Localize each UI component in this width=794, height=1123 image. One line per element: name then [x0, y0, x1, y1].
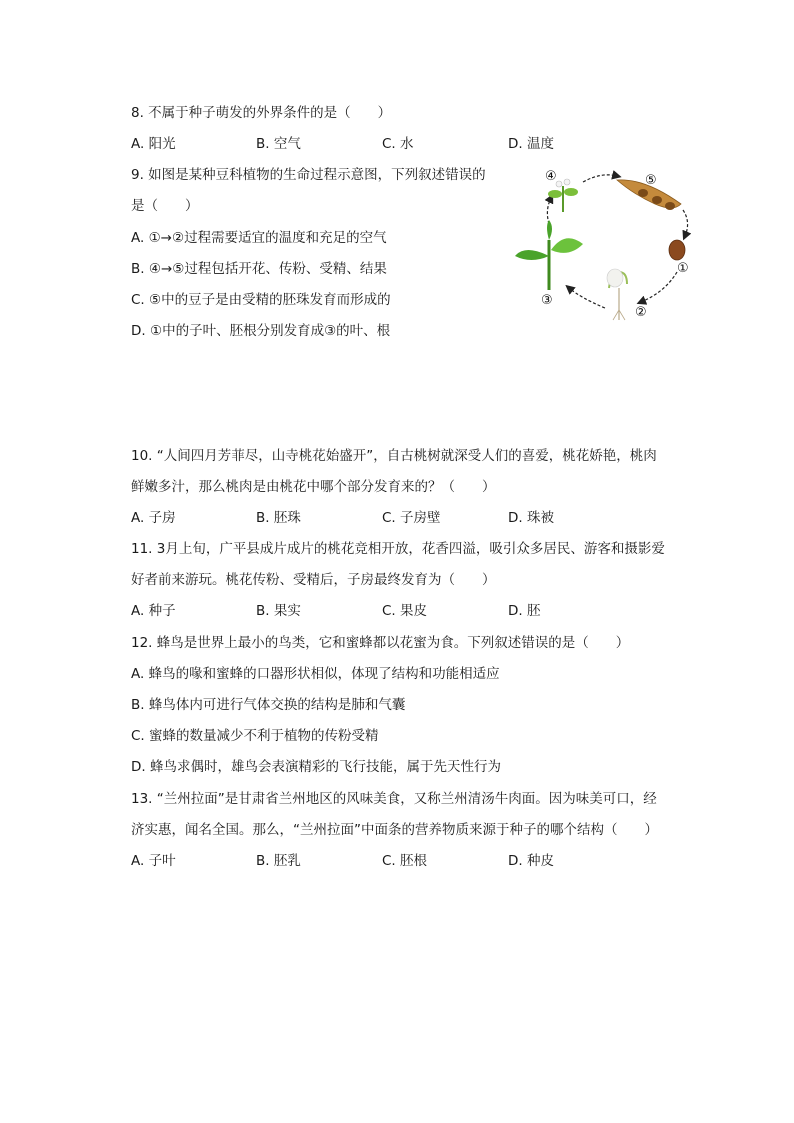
- q8-stem: 8. 不属于种子萌发的外界条件的是（ ）: [131, 105, 392, 121]
- q8-option-a: A. 阳光: [131, 136, 176, 152]
- q9-option-c: C. ⑤中的豆子是由受精的胚珠发育而形成的: [131, 292, 391, 308]
- q10-stem-line1: 10. “人间四月芳菲尽，山寺桃花始盛开”，自古桃树就深受人们的喜爱，桃花娇艳，桃肉: [131, 448, 657, 464]
- label-stage-4: ④: [545, 169, 557, 184]
- q11-stem-line1: 11. 3月上旬，广平县成片成片的桃花竞相开放，花香四溢，吸引众多居民、游客和摄影爱: [131, 541, 665, 557]
- q13-stem-line1: 13. “兰州拉面”是甘肃省兰州地区的风味美食，又称兰州清汤牛肉面。因为味美可口，经: [131, 791, 657, 807]
- q10-option-a: A. 子房: [131, 510, 176, 526]
- q11-stem-line2: 好者前来游玩。桃花传粉、受精后，子房最终发育为（ ）: [131, 572, 496, 588]
- arrow-2-to-3: [569, 288, 605, 308]
- q13-option-a: A. 子叶: [131, 853, 176, 869]
- q12-option-a: A. 蜂鸟的喙和蜜蜂的口器形状相似，体现了结构和功能相适应: [131, 666, 500, 682]
- arrow-4-to-5: [583, 175, 617, 182]
- seed-icon: [669, 240, 685, 260]
- q12-option-b: B. 蜂鸟体内可进行气体交换的结构是肺和气囊: [131, 697, 406, 713]
- q13-stem-line2: 济实惠，闻名全国。那么，“兰州拉面”中面条的营养物质来源于种子的哪个结构（ ）: [131, 822, 658, 838]
- q11-option-d: D. 胚: [508, 603, 541, 619]
- label-stage-1: ①: [677, 261, 689, 276]
- arrow-3-to-4: [547, 198, 551, 224]
- q8-option-d: D. 温度: [508, 136, 554, 152]
- germinating-seed-icon: [607, 269, 627, 320]
- q9-option-a: A. ①→②过程需要适宜的温度和充足的空气: [131, 230, 387, 246]
- q11-option-a: A. 种子: [131, 603, 176, 619]
- q8-option-b: B. 空气: [256, 136, 301, 152]
- label-stage-2: ②: [635, 305, 647, 320]
- q11-option-b: B. 果实: [256, 603, 301, 619]
- arrow-1-to-2: [641, 272, 677, 302]
- q12-stem: 12. 蜂鸟是世界上最小的鸟类，它和蜜蜂都以花蜜为食。下列叙述错误的是（ ）: [131, 635, 630, 651]
- q9-stem-line1: 9. 如图是某种豆科植物的生命过程示意图，下列叙述错误的: [131, 167, 486, 183]
- seedling-icon: [515, 220, 583, 290]
- label-stage-5: ⑤: [645, 173, 657, 188]
- q13-option-c: C. 胚根: [382, 853, 428, 869]
- label-stage-3: ③: [541, 293, 553, 308]
- q10-option-d: D. 珠被: [508, 510, 554, 526]
- arrow-5-to-1: [683, 210, 688, 236]
- q12-option-d: D. 蜂鸟求偶时，雄鸟会表演精彩的飞行技能，属于先天性行为: [131, 759, 501, 775]
- q9-stem-line2: 是（ ）: [131, 198, 199, 214]
- q9-option-d: D. ①中的子叶、胚根分别发育成③的叶、根: [131, 323, 391, 339]
- q11-option-c: C. 果皮: [382, 603, 428, 619]
- q9-option-b: B. ④→⑤过程包括开花、传粉、受精、结果: [131, 261, 387, 277]
- q13-option-b: B. 胚乳: [256, 853, 301, 869]
- q10-stem-line2: 鲜嫩多汁，那么桃肉是由桃花中哪个部分发育来的？（ ）: [131, 479, 496, 495]
- q10-option-c: C. 子房壁: [382, 510, 441, 526]
- q12-option-c: C. 蜜蜂的数量减少不利于植物的传粉受精: [131, 728, 379, 744]
- q8-option-c: C. 水: [382, 136, 414, 152]
- q10-option-b: B. 胚珠: [256, 510, 301, 526]
- plant-life-cycle-figure: [505, 160, 705, 330]
- q13-option-d: D. 种皮: [508, 853, 554, 869]
